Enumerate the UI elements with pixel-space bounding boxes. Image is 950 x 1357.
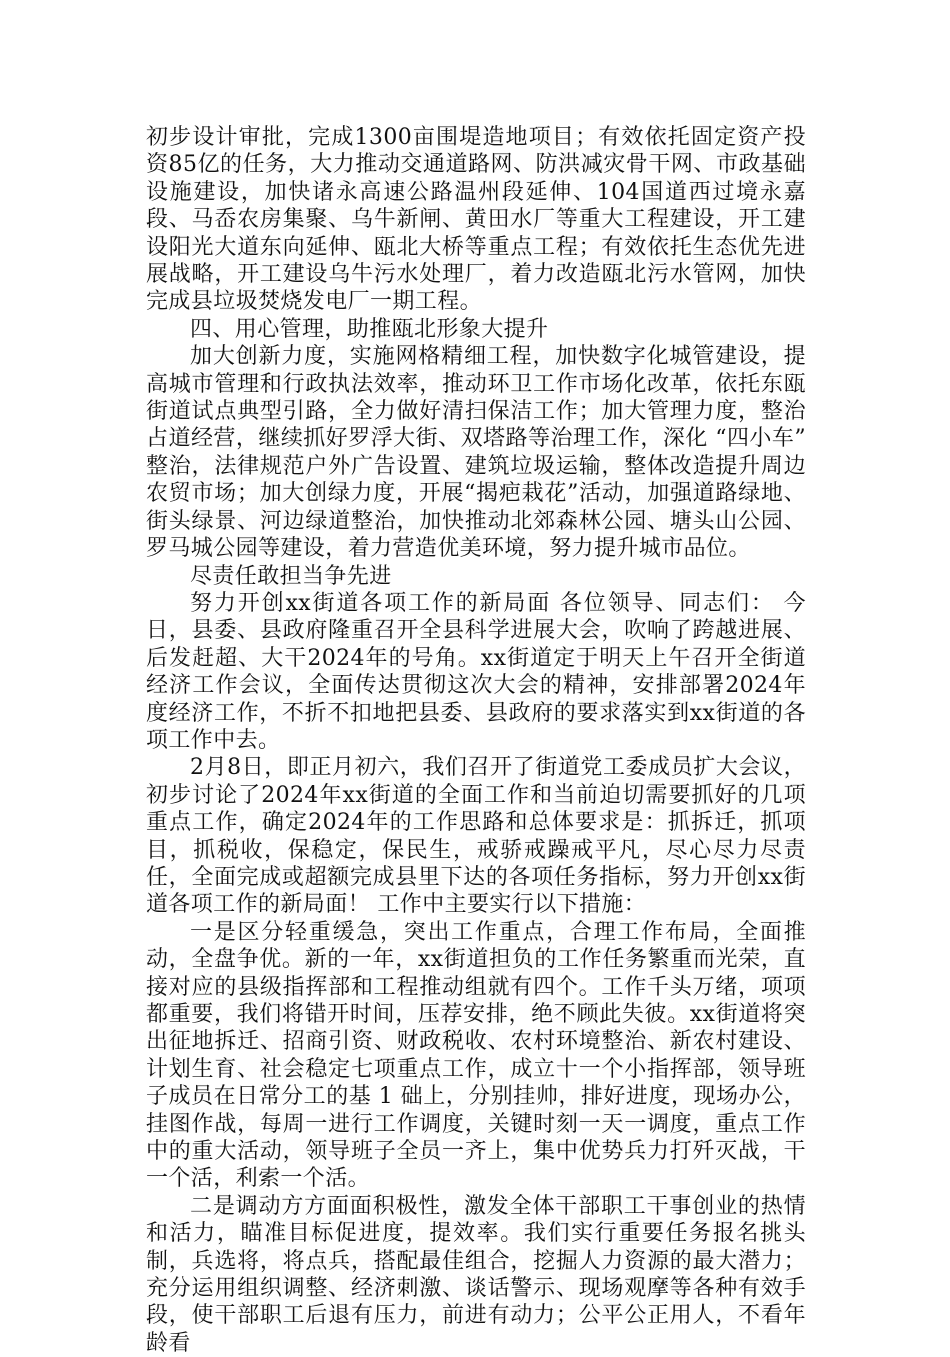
paragraph-measure-two: 二是调动方方面面积极性，激发全体干部职工干事创业的热情和活力，瞄准目标促进度，提效率。我们实行重要任务报名挑头制，兵选将，将点兵，搭配最佳组合，挖掘人力资源的最大潜力；充分运用组织调整、经济刺激、谈话警示、现场观摩等各种有效手段，使干部职工后退有压力，前进有动力；公平公正用人，不看年龄看 [146,1193,806,1356]
section-heading-management: 四、用心管理，助推瓯北形象大提升 [190,316,549,342]
document-body [146,124,806,1357]
paragraph-infrastructure: 初步设计审批，完成1300亩围堤造地项目；有效依托固定资产投资85亿的任务，大力推动交通道路网、防洪减灾骨干网、市政基础设施建设，加快诸永高速公路温州段延伸、104国道西过境永嘉段、马岙农房集聚、乌牛新闸、黄田水厂等重大工程建设，开工建设阳光大道东向延伸、瓯北大桥等重点工程；有效依托生态优先进展战略，开工建设乌牛污水处理厂，着力改造瓯北污水管网，加快完成县垃圾焚烧发电厂一期工程。 [146,125,806,315]
paragraph-management: 加大创新力度，实施网格精细工程，加快数字化城管建设，提高城市管理和行政执法效率，推动环卫工作市场化改革，依托东瓯街道试点典型引路，全力做好清扫保洁工作；加大管理力度，整治占道经营，继续抓好罗浮大街、双塔路等治理工作，深化 “四小车” 整治，法律规范户外广告设置、建筑垃圾运输，整体改造提升周边农贸市场；加大创绿力度，开展“揭疤栽花”活动，加强道路绿地、街头绿景、河边绿道整治，加快推动北郊森林公园、塘头山公园、罗马城公园等建设，着力营造优美环境，努力提升城市品位。 [146,344,806,562]
paragraph-measure-one: 一是区分轻重缓急，突出工作重点，合理工作布局，全面推动，全盘争优。新的一年，xx街道担负的工作任务繁重而光荣，直接对应的县级指挥部和工程推动组就有四个。工作千头万绪，项项都重要，我们将错开时间，压荐安排，绝不顾此失彼。xx街道将突出征地拆迁、招商引资、财政税收、农村环境整治、新农村建设、计划生育、社会稳定七项重点工作，成立十一个小指挥部，领导班子成员在日常分工的基 1 础上，分别挂帅，排好进度，现场办公，挂图作战，每周一进行工作调度，关键时刻一天一调度，重点工作中的重大活动，领导班子全员一齐上，集中优势兵力打歼灭战，干一个活，利索一个活。 [146,919,806,1192]
speech-title: 尽责任敢担当争先进 [190,563,392,589]
paragraph-meeting: 2月8日，即正月初六，我们召开了街道党工委成员扩大会议，初步讨论了2024年xx街道的全面工作和当前迫切需要抓好的几项重点工作，确定2024年的工作思路和总体要求是：抓拆迁，抓项目，抓税收，保稳定，保民生，戒骄戒躁戒平凡，尽心尽力尽责任，全面完成或超额完成县里下达的各项任务指标，努力开创xx街道各项工作的新局面！ 工作中主要实行以下措施： [146,755,806,918]
paragraph-opening: 努力开创xx街道各项工作的新局面 各位领导、同志们： 今日，县委、县政府隆重召开全县科学进展大会，吹响了跨越进展、后发赶超、大干2024年的号角。xx街道定于明天上午召开全街道经济工作会议，全面传达贯彻这次大会的精神，安排部署2024年度经济工作，不折不扣地把县委、县政府的要求落实到xx街道的各项工作中去。 [146,590,806,753]
